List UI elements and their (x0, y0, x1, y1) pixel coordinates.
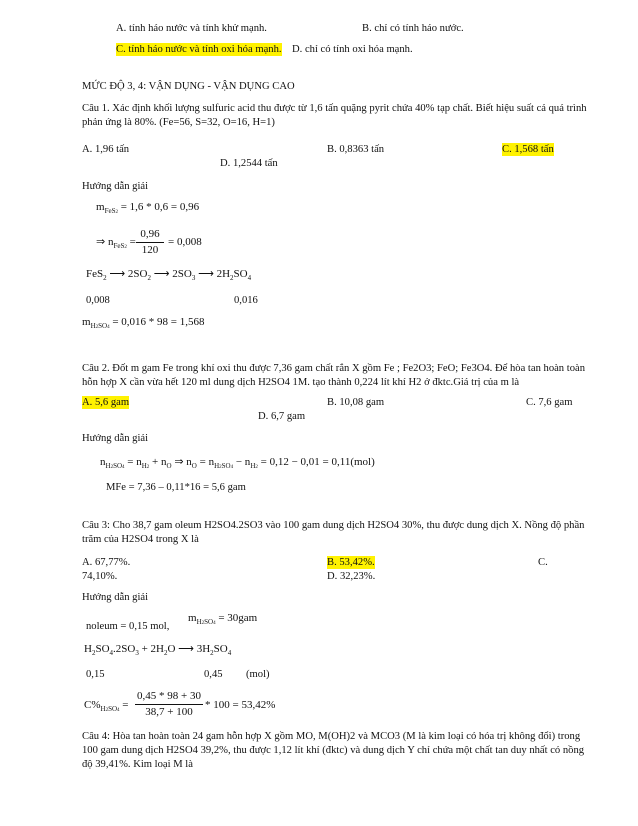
q1-fraction-denominator: 120 (141, 244, 159, 256)
question-1-option-c: C. 1,568 tấn (502, 144, 554, 155)
question-1-option-b: B. 0,8363 tấn (327, 144, 385, 155)
question-2-option-d: D. 6,7 gam (258, 411, 306, 422)
q1-fraction-result: = 0,008 (168, 236, 202, 248)
prev-option-b: B. chỉ có tính háo nước. (362, 23, 464, 34)
q1-equation-mole-fes2: ⇒ $n_{FeS2}$ = (96, 236, 136, 250)
q1-value-right: 0,016 (234, 295, 258, 306)
question-2-hint-label: Hướng dẫn giải (82, 433, 149, 444)
prev-option-d: D. chỉ có tính oxi hóa mạnh. (292, 44, 413, 55)
question-2-option-b: B. 10,08 gam (327, 397, 385, 408)
question-3-hint-label: Hướng dẫn giải (82, 592, 149, 603)
question-4-text: Câu 4: Hòa tan hoàn toàn 24 gam hỗn hợp X gồm MO, M(OH)2 và MCO3 (M là kim loại có hóa trị không đổi) trong 100 gam dung dịch H2SO4 39,2%, thu được 1,12 lít khí (đktc) và dung dịch Y chỉ chứa một chất tan duy nhất có nồng độ 39,41%. Kim loại M là (82, 731, 585, 770)
q2-equation-moles: $n_{H2SO4} = n_{H2} + n_O$ ⇒ $n_O = n_{H2SO4} - n_{H2} = 0,12 - 0,01 = 0,11(mol)$ (100, 456, 375, 470)
q1-fraction-numerator: 0,96 (140, 228, 160, 240)
q3-value-oleum: 0,15 (86, 669, 105, 680)
q3-noleum: noleum = 0,15 mol, (86, 621, 170, 632)
question-3-option-c-label: C. (538, 557, 548, 568)
q2-mass-fe: MFe = 7,36 – 0,11*16 = 5,6 gam (106, 482, 246, 493)
question-3-option-b: B. 53,42%. (327, 557, 375, 568)
q3-fraction-denominator: 38,7 + 100 (145, 706, 193, 718)
q1-fraction-line (136, 242, 164, 243)
question-3-option-a: A. 67,77%. (82, 557, 131, 568)
q3-fraction-line (135, 704, 203, 705)
question-3-text: Câu 3: Cho 38,7 gam oleum H2SO4.2SO3 vào 100 gam dung dịch H2SO4 30%, thu được dung dịch X. Nồng độ phần trăm của H2SO4 trong X là (82, 520, 585, 545)
prev-option-a: A. tính háo nước và tính khử mạnh. (116, 23, 267, 34)
question-1-text: Câu 1. Xác định khối lượng sulfuric acid thu được từ 1,6 tấn quặng pyrit chứa 40% tạp chất. Biết hiệu suất cả quá trình phản ứng là 80%. (Fe=56, S=32, O=16, H=1) (82, 103, 587, 128)
prev-option-c: C. tính háo nước và tính oxi hóa mạnh. (116, 44, 282, 55)
q1-equation-mass-h2so4: $m_{H2SO4} = 0,016 * 98 = 1,568$ (82, 316, 205, 330)
q1-value-left: 0,008 (86, 295, 110, 306)
question-2-option-c: C. 7,6 gam (526, 397, 573, 408)
q1-reaction-chain: FeS$_2$ ⟶ $2SO_2$ ⟶ $2SO_3$ ⟶ $2H_2SO_4$ (86, 268, 252, 282)
question-2-option-a: A. 5,6 gam (82, 397, 130, 408)
q3-fraction-numerator: 0,45 * 98 + 30 (137, 690, 201, 702)
question-1-option-a: A. 1,96 tấn (82, 144, 130, 155)
question-1-hint-label: Hướng dẫn giải (82, 181, 149, 192)
question-3-option-c-value: 74,10%. (82, 571, 118, 582)
q3-percent-result: * 100 = 53,42% (205, 699, 276, 711)
question-2-text: Câu 2. Đốt m gam Fe trong khí oxi thu được 7,36 gam chất rắn X gồm Fe ; Fe2O3; FeO; Fe3O4. Để hòa tan hoàn toàn hỗn hợp X cần vừa hết 120 ml dung dịch H2SO4 1M. tạo thành 0,224 lít khí H2 ở đktc.Giá trị của m là (82, 363, 585, 388)
section-title: MỨC ĐỘ 3, 4: VẬN DỤNG - VẬN DỤNG CAO (82, 81, 295, 92)
question-1-option-d: D. 1,2544 tấn (220, 158, 278, 169)
q3-mass-h2so4: $m_{H2SO4} = 30gam$ (188, 612, 258, 626)
q3-value-h2so4: 0,45 (204, 669, 223, 680)
q1-equation-mass-fes2: $m_{FeS2} = 1,6 * 0,6 = 0,96$ (96, 201, 200, 215)
q3-reaction: $H_2SO_4.2SO_3 + 2H_2O$ ⟶ $3H_2SO_4$ (84, 643, 232, 657)
question-3-option-d: D. 32,23%. (327, 571, 376, 582)
q3-unit: (mol) (246, 669, 270, 680)
q3-percent-label: $C\%_{H2SO4}$ = (84, 699, 129, 713)
